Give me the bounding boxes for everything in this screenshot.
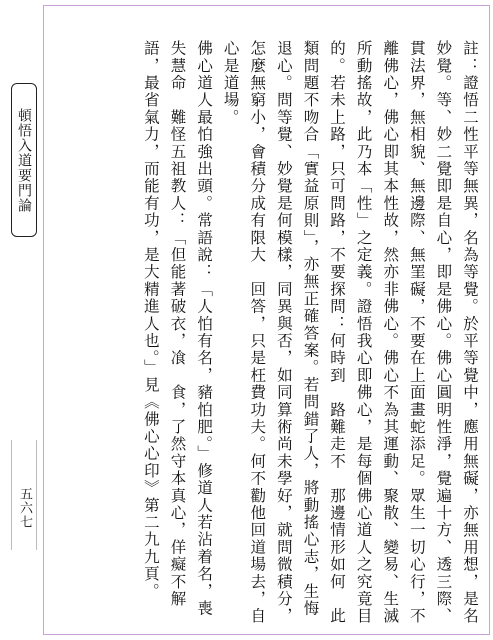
book-title: 頓悟入道要門論 <box>11 83 37 237</box>
main-text <box>137 40 483 625</box>
paragraph-body: 佛心道人最怕強出頭。常語說：「人怕有名，豬怕肥。」修道人若沾着名，喪失慧命 難怪五祖教人：「但能著破衣，飡 食，了然守本真心，佯癡不解語，最省氣力，而能有功，是大精進人也。」見《佛心心印》第二九九頁。 <box>141 40 214 618</box>
paragraph-note: 註：證悟二性平等無異，名為等覺。於平等覺中，應用無礙，亦無用想，是名妙覺。等、妙二覺即是自心，即是佛心。佛心圓明性淨，覺遍十方、透三際、貫法界，無相貌、無邊際、無罣礙，不要在上面畫蛇添足。眾生一切心行，不離佛心，佛心即其本性故，然亦非佛心。佛心不為其運動、聚散、變易、生滅所動搖故，此乃本「性」之定義。證悟我心即佛心，是每個佛心道人之究竟目的。若未上路，只可問路，不要探問：何時到 路難走不 那邊情形如何 此類問題不吻合「實益原則」，亦無正確答案。若問錯了人，將動搖心志，生悔退心。問等覺、妙覺是何模樣，同異與否，如同算術尚未學好，就問微積分，怎麼無窮小，會積分成有限大 回答，只是枉費功夫。何不勸他回道場去，自心是道場。 <box>221 40 479 625</box>
page-number: 五六七 <box>17 487 32 529</box>
